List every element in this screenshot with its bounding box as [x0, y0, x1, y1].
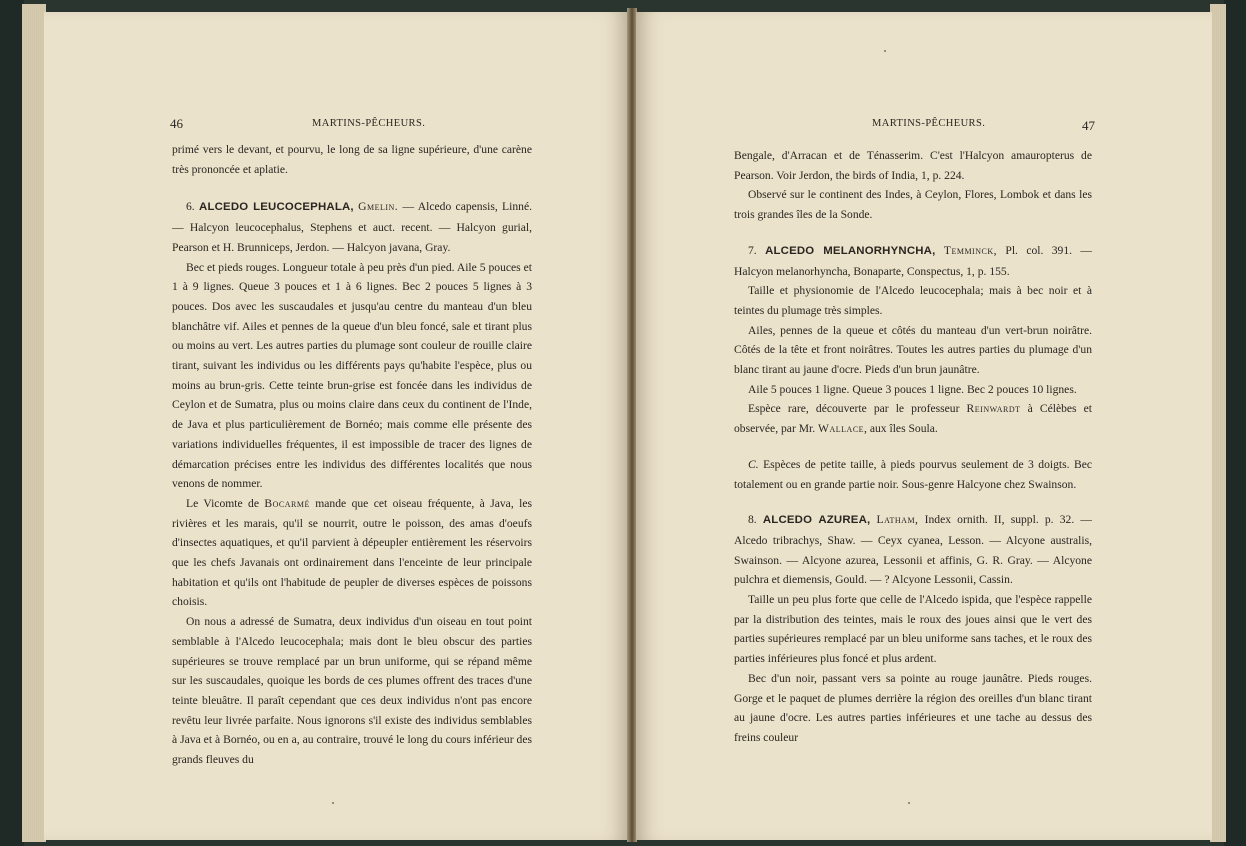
text-run: Le Vicomte de: [186, 496, 259, 510]
paragraph: Observé sur le continent des Indes, à Ceylon, Flores, Lombok et dans les trois grandes îles de la Sonde.: [734, 188, 1092, 222]
text-run: , aux îles Soula.: [864, 422, 938, 436]
running-header-left: MARTINS-PÊCHEURS.: [312, 118, 426, 129]
book-cover-right: [1224, 0, 1246, 846]
species-name: ALCEDO LEUCOCEPHALA,: [199, 201, 354, 214]
synonyms: Pl. col. 391. — Halcyon melanorhyncha, Bonaparte, Conspectus, 1, p. 155.: [734, 243, 1092, 278]
right-page: [636, 12, 1212, 840]
entry-number: 7.: [748, 243, 757, 257]
text-run: à Célèbes et observée, par Mr.: [734, 402, 1092, 436]
paragraph: On nous a adressé de Sumatra, deux individus d'un oiseau en tout point semblable à l'Alcedo leucocephala; mais dont le bleu obscur des parties supérieures se trouve remplacé par un brun uniforme, qui se répand même sur les suscaudales, quoique les bords de ces plumes offrent des traces d'une teinte bleuâtre. Il paraît cependant que ces deux individus n'ont pas encore revêtu leur livrée parfaite. Nous ignorons s'il existe des individus semblables à Java et à Bornéo, ou en a, au contraire, trouvé le long du cours inférieur des grands fleuves du: [172, 615, 532, 767]
page-number-left: 46: [170, 116, 183, 131]
species-entry-6: [172, 197, 532, 257]
entry-number: 6.: [186, 200, 195, 214]
species-entry-8: [734, 510, 1092, 590]
person-name: Reinwardt: [966, 402, 1021, 416]
page-number-right: 47: [1082, 118, 1095, 133]
running-header-right: MARTINS-PÊCHEURS.: [872, 118, 986, 129]
text-run: mande que cet oiseau fréquente, à Java, les rivières et les marais, qu'il se nourrit, outre le poisson, des amas d'oeufs d'insectes aquatiques, et qu'il parvient à dépeupler entièrement les réservoirs que les chefs Javanais ont ordinairement dans l'enceinte de leur principale habitation et qu'ils ont l'habitude de peupler de diverses espèces de poissons choisis.: [172, 496, 533, 609]
synonyms: Index ornith. II, suppl. p. 32. — Alcedo tribrachys, Shaw. — Ceyx cyanea, Lesson. — Alcyone australis, Swainson. — Alcyone azurea, Lessonii et affinis, G. R. Gray. — Alcyone pulchra et diemensis, Gould. — ? Alcyone Lessonii, Cassin.: [734, 513, 1092, 587]
paragraph: Bengale, d'Arracan et de Ténasserim. C'est l'Halcyon amauropterus de Pearson. Voir Jerdon, the birds of India, 1, p. 224.: [734, 149, 1092, 182]
paragraph: Ailes, pennes de la queue et côtés du manteau d'un vert-brun noirâtre. Côtés de la tête et front noirâtres. Toutes les autres parties du plumage d'un blanc tirant au jaune d'ocre. Pieds d'un brun jaunâtre.: [734, 323, 1092, 377]
paragraph: Bec et pieds rouges. Longueur totale à peu près d'un pied. Aile 5 pouces et 1 à 9 lignes. Queue 3 pouces et 1 à 6 lignes. Bec 2 pouces 5 lignes à 3 pouces. Dos avec les suscaudales et jusqu'au centre du manteau d'un bleu blanchâtre vif. Ailes et pennes de la queue d'un bleu foncé, sale et tirant plus ou moins au vert. Les autres parties du plumage sont couleur de rouille claire tirant, suivant les individus ou les différents pays qu'habite l'espèce, plus ou moins au brun-gris. Cette teinte brun-grise est foncée dans les individus de Ceylon et de Sumatra, plus ou moins claire dans ceux du continent de l'Inde, de Java et plus particulièrement de Bornéo; mais comme elle présente des variations individuelles fréquentes, il est impossible de tracer des lignes de démarcation précises entre les individus des différentes localités que nous venons de nommer.: [172, 260, 532, 491]
paragraph-vicomte: [172, 494, 532, 612]
right-text-column: [734, 146, 1092, 748]
text-run: Espèce rare, découverte par le professeur: [748, 402, 960, 416]
species-authority: Temminck,: [943, 243, 998, 257]
section-description: Espèces de petite taille, à pieds pourvus seulement de 3 doigts. Bec totalement ou en grande partie noir. Sous-genre Halcyone chez Swainson.: [734, 457, 1092, 491]
species-authority: Latham,: [876, 513, 919, 527]
species-entry-7: [734, 241, 1092, 281]
person-name: Bocarmé: [264, 496, 310, 510]
synonyms: — Alcedo capensis, Linné. — Halcyon leucocephalus, Stephens et auct. recent. — Halcyon gurial, Pearson et H. Brunniceps, Jerdon. — Halcyon javana, Gray.: [172, 200, 532, 254]
paragraph: Taille et physionomie de l'Alcedo leucocephala; mais à bec noir et à teintes du plumage très simples.: [734, 284, 1092, 317]
section-c: [734, 455, 1092, 494]
entry-number: 8.: [748, 513, 757, 527]
left-text-column: [172, 140, 532, 770]
person-name: Wallace: [818, 422, 865, 436]
page-speck: [332, 802, 334, 804]
page-edges-left: [22, 4, 46, 842]
paragraph: Aile 5 pouces 1 ligne. Queue 3 pouces 1 ligne. Bec 2 pouces 10 lignes.: [748, 382, 1077, 396]
paragraph: Bec d'un noir, passant vers sa pointe au rouge jaunâtre. Pieds rouges. Gorge et le paquet de plumes derrière la région des oreilles d'un blanc tirant au jaune d'ocre. Les autres parties inférieures et une tache au dessus des freins couleur: [734, 671, 1092, 744]
page-speck: [908, 802, 910, 804]
species-name: ALCEDO AZUREA,: [762, 514, 871, 527]
left-page: [44, 12, 628, 840]
page-speck: [884, 50, 886, 52]
page-edges-right: [1210, 4, 1226, 842]
paragraph: primé vers le devant, et pourvu, le long de sa ligne supérieure, d'une carène très prononcée et aplatie.: [172, 143, 532, 176]
paragraph: Taille un peu plus forte que celle de l'Alcedo ispida, que l'espèce rappelle par la distribution des teintes, mais le roux des joues ainsi que le vert des parties supérieures remplacé par un bleu uniforme sans taches, et le roux des parties inférieures plus foncé et plus ardent.: [734, 593, 1092, 666]
paragraph-discovery: [734, 399, 1092, 438]
species-authority: Gmelin.: [358, 200, 399, 214]
book-cover-left: [0, 0, 24, 846]
section-letter: C.: [748, 457, 759, 471]
species-name: ALCEDO MELANORHYNCHA,: [765, 244, 936, 257]
